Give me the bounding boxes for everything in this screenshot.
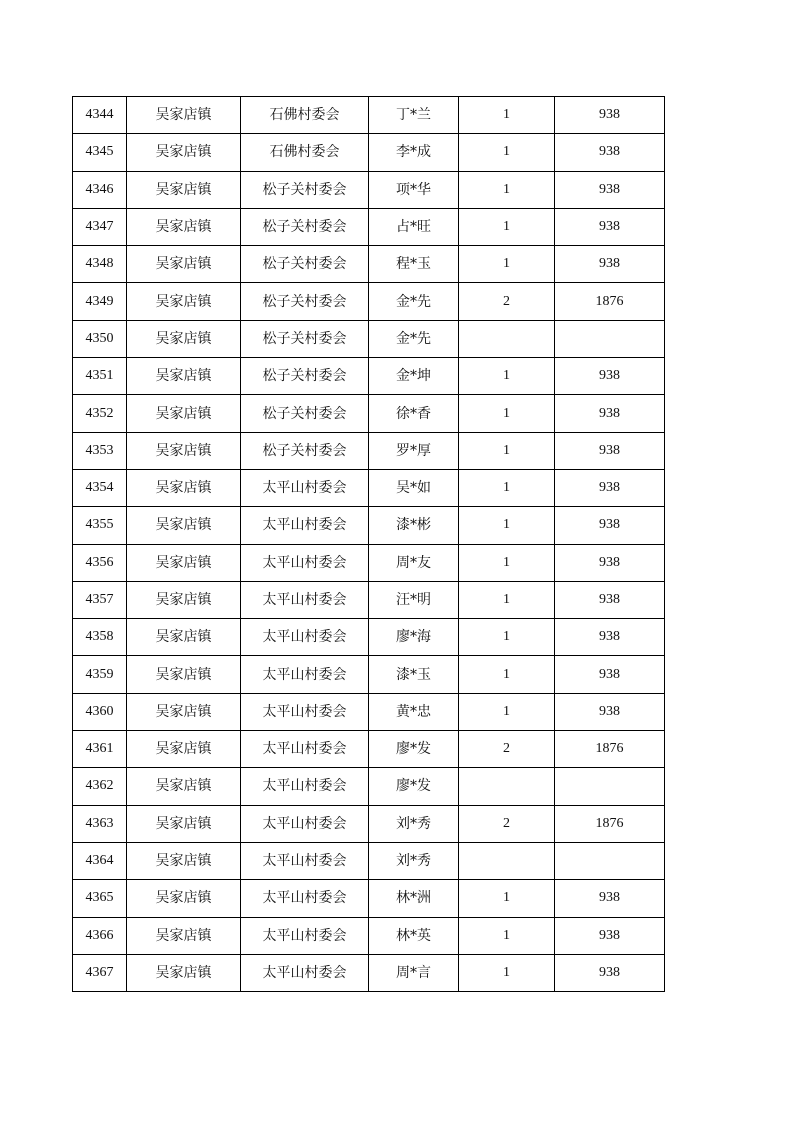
cell-count: 1 bbox=[459, 208, 555, 245]
cell-person-name: 刘*秀 bbox=[369, 805, 459, 842]
table-row bbox=[73, 97, 665, 134]
cell-count: 1 bbox=[459, 246, 555, 283]
cell-person-name: 周*友 bbox=[369, 544, 459, 581]
cell-village: 太平山村委会 bbox=[241, 544, 369, 581]
cell-count: 2 bbox=[459, 283, 555, 320]
cell-count: 1 bbox=[459, 171, 555, 208]
cell-village: 太平山村委会 bbox=[241, 656, 369, 693]
cell-count bbox=[459, 842, 555, 879]
cell-village: 太平山村委会 bbox=[241, 842, 369, 879]
cell-row-number: 4355 bbox=[73, 507, 127, 544]
cell-amount: 938 bbox=[555, 917, 665, 954]
cell-count: 1 bbox=[459, 507, 555, 544]
cell-village: 太平山村委会 bbox=[241, 507, 369, 544]
cell-village: 石佛村委会 bbox=[241, 134, 369, 171]
cell-village: 松子关村委会 bbox=[241, 432, 369, 469]
cell-amount: 938 bbox=[555, 358, 665, 395]
cell-row-number: 4366 bbox=[73, 917, 127, 954]
cell-village: 松子关村委会 bbox=[241, 283, 369, 320]
cell-row-number: 4361 bbox=[73, 731, 127, 768]
cell-town: 吴家店镇 bbox=[127, 507, 241, 544]
cell-count: 2 bbox=[459, 731, 555, 768]
cell-row-number: 4351 bbox=[73, 358, 127, 395]
cell-count: 1 bbox=[459, 656, 555, 693]
cell-village: 太平山村委会 bbox=[241, 805, 369, 842]
cell-count: 1 bbox=[459, 358, 555, 395]
cell-row-number: 4354 bbox=[73, 469, 127, 506]
cell-amount: 938 bbox=[555, 954, 665, 991]
cell-count: 1 bbox=[459, 581, 555, 618]
cell-town: 吴家店镇 bbox=[127, 805, 241, 842]
cell-town: 吴家店镇 bbox=[127, 358, 241, 395]
cell-person-name: 廖*海 bbox=[369, 619, 459, 656]
cell-row-number: 4357 bbox=[73, 581, 127, 618]
cell-amount: 938 bbox=[555, 469, 665, 506]
data-table bbox=[72, 96, 665, 992]
cell-amount bbox=[555, 842, 665, 879]
cell-amount: 1876 bbox=[555, 283, 665, 320]
cell-count: 2 bbox=[459, 805, 555, 842]
cell-count bbox=[459, 768, 555, 805]
cell-town: 吴家店镇 bbox=[127, 581, 241, 618]
cell-town: 吴家店镇 bbox=[127, 619, 241, 656]
cell-person-name: 丁*兰 bbox=[369, 97, 459, 134]
cell-amount: 938 bbox=[555, 693, 665, 730]
table-row bbox=[73, 768, 665, 805]
cell-village: 松子关村委会 bbox=[241, 320, 369, 357]
cell-amount: 938 bbox=[555, 246, 665, 283]
cell-row-number: 4348 bbox=[73, 246, 127, 283]
table-row bbox=[73, 134, 665, 171]
cell-town: 吴家店镇 bbox=[127, 171, 241, 208]
cell-person-name: 廖*发 bbox=[369, 768, 459, 805]
cell-person-name: 罗*厚 bbox=[369, 432, 459, 469]
table-row bbox=[73, 432, 665, 469]
cell-village: 太平山村委会 bbox=[241, 880, 369, 917]
cell-row-number: 4358 bbox=[73, 619, 127, 656]
cell-town: 吴家店镇 bbox=[127, 656, 241, 693]
cell-amount: 938 bbox=[555, 134, 665, 171]
cell-amount: 938 bbox=[555, 656, 665, 693]
cell-person-name: 刘*秀 bbox=[369, 842, 459, 879]
cell-village: 太平山村委会 bbox=[241, 917, 369, 954]
cell-village: 石佛村委会 bbox=[241, 97, 369, 134]
cell-row-number: 4344 bbox=[73, 97, 127, 134]
cell-amount: 938 bbox=[555, 880, 665, 917]
cell-town: 吴家店镇 bbox=[127, 842, 241, 879]
cell-person-name: 周*言 bbox=[369, 954, 459, 991]
cell-amount bbox=[555, 320, 665, 357]
cell-person-name: 李*成 bbox=[369, 134, 459, 171]
table-row bbox=[73, 731, 665, 768]
cell-town: 吴家店镇 bbox=[127, 544, 241, 581]
table-row bbox=[73, 283, 665, 320]
cell-town: 吴家店镇 bbox=[127, 134, 241, 171]
cell-village: 太平山村委会 bbox=[241, 731, 369, 768]
cell-village: 太平山村委会 bbox=[241, 954, 369, 991]
table-row bbox=[73, 544, 665, 581]
cell-amount: 938 bbox=[555, 395, 665, 432]
cell-row-number: 4363 bbox=[73, 805, 127, 842]
cell-row-number: 4362 bbox=[73, 768, 127, 805]
cell-amount: 938 bbox=[555, 208, 665, 245]
cell-amount: 938 bbox=[555, 97, 665, 134]
cell-amount: 938 bbox=[555, 432, 665, 469]
table-row bbox=[73, 581, 665, 618]
cell-amount: 938 bbox=[555, 581, 665, 618]
table-row bbox=[73, 208, 665, 245]
cell-count: 1 bbox=[459, 395, 555, 432]
cell-village: 太平山村委会 bbox=[241, 693, 369, 730]
cell-person-name: 漆*玉 bbox=[369, 656, 459, 693]
cell-count: 1 bbox=[459, 469, 555, 506]
cell-row-number: 4365 bbox=[73, 880, 127, 917]
cell-town: 吴家店镇 bbox=[127, 731, 241, 768]
cell-village: 松子关村委会 bbox=[241, 246, 369, 283]
cell-row-number: 4356 bbox=[73, 544, 127, 581]
cell-person-name: 汪*明 bbox=[369, 581, 459, 618]
table-row bbox=[73, 842, 665, 879]
cell-count: 1 bbox=[459, 917, 555, 954]
table-row bbox=[73, 171, 665, 208]
cell-amount: 938 bbox=[555, 171, 665, 208]
cell-count: 1 bbox=[459, 880, 555, 917]
cell-person-name: 黄*忠 bbox=[369, 693, 459, 730]
cell-row-number: 4364 bbox=[73, 842, 127, 879]
cell-person-name: 金*坤 bbox=[369, 358, 459, 395]
cell-row-number: 4360 bbox=[73, 693, 127, 730]
table-row bbox=[73, 880, 665, 917]
cell-village: 松子关村委会 bbox=[241, 171, 369, 208]
cell-person-name: 廖*发 bbox=[369, 731, 459, 768]
cell-person-name: 项*华 bbox=[369, 171, 459, 208]
cell-count: 1 bbox=[459, 619, 555, 656]
cell-village: 太平山村委会 bbox=[241, 581, 369, 618]
cell-row-number: 4345 bbox=[73, 134, 127, 171]
cell-row-number: 4346 bbox=[73, 171, 127, 208]
cell-village: 松子关村委会 bbox=[241, 208, 369, 245]
cell-amount: 1876 bbox=[555, 731, 665, 768]
cell-town: 吴家店镇 bbox=[127, 283, 241, 320]
cell-town: 吴家店镇 bbox=[127, 395, 241, 432]
cell-town: 吴家店镇 bbox=[127, 768, 241, 805]
table-row bbox=[73, 246, 665, 283]
cell-row-number: 4352 bbox=[73, 395, 127, 432]
cell-town: 吴家店镇 bbox=[127, 246, 241, 283]
cell-village: 太平山村委会 bbox=[241, 469, 369, 506]
cell-row-number: 4353 bbox=[73, 432, 127, 469]
cell-count: 1 bbox=[459, 954, 555, 991]
cell-person-name: 金*先 bbox=[369, 320, 459, 357]
cell-town: 吴家店镇 bbox=[127, 320, 241, 357]
cell-amount: 938 bbox=[555, 507, 665, 544]
table-body bbox=[73, 97, 665, 992]
cell-row-number: 4347 bbox=[73, 208, 127, 245]
cell-count: 1 bbox=[459, 134, 555, 171]
table-row bbox=[73, 395, 665, 432]
table-row bbox=[73, 917, 665, 954]
cell-amount: 1876 bbox=[555, 805, 665, 842]
cell-person-name: 漆*彬 bbox=[369, 507, 459, 544]
cell-count: 1 bbox=[459, 432, 555, 469]
cell-village: 太平山村委会 bbox=[241, 619, 369, 656]
cell-village: 太平山村委会 bbox=[241, 768, 369, 805]
cell-row-number: 4367 bbox=[73, 954, 127, 991]
cell-person-name: 程*玉 bbox=[369, 246, 459, 283]
cell-amount bbox=[555, 768, 665, 805]
table-row bbox=[73, 507, 665, 544]
cell-town: 吴家店镇 bbox=[127, 880, 241, 917]
cell-person-name: 占*旺 bbox=[369, 208, 459, 245]
cell-person-name: 林*英 bbox=[369, 917, 459, 954]
cell-row-number: 4359 bbox=[73, 656, 127, 693]
table-row bbox=[73, 619, 665, 656]
cell-town: 吴家店镇 bbox=[127, 469, 241, 506]
table-row bbox=[73, 320, 665, 357]
cell-village: 松子关村委会 bbox=[241, 358, 369, 395]
table-row bbox=[73, 358, 665, 395]
cell-town: 吴家店镇 bbox=[127, 917, 241, 954]
cell-row-number: 4350 bbox=[73, 320, 127, 357]
cell-person-name: 徐*香 bbox=[369, 395, 459, 432]
cell-count: 1 bbox=[459, 97, 555, 134]
cell-town: 吴家店镇 bbox=[127, 97, 241, 134]
table-row bbox=[73, 693, 665, 730]
cell-village: 松子关村委会 bbox=[241, 395, 369, 432]
cell-person-name: 林*洲 bbox=[369, 880, 459, 917]
cell-town: 吴家店镇 bbox=[127, 432, 241, 469]
table-row bbox=[73, 954, 665, 991]
cell-amount: 938 bbox=[555, 619, 665, 656]
cell-person-name: 吴*如 bbox=[369, 469, 459, 506]
cell-count: 1 bbox=[459, 544, 555, 581]
table-row bbox=[73, 805, 665, 842]
table-row bbox=[73, 656, 665, 693]
table-row bbox=[73, 469, 665, 506]
cell-person-name: 金*先 bbox=[369, 283, 459, 320]
cell-town: 吴家店镇 bbox=[127, 954, 241, 991]
cell-count bbox=[459, 320, 555, 357]
cell-town: 吴家店镇 bbox=[127, 693, 241, 730]
cell-count: 1 bbox=[459, 693, 555, 730]
cell-town: 吴家店镇 bbox=[127, 208, 241, 245]
cell-amount: 938 bbox=[555, 544, 665, 581]
cell-row-number: 4349 bbox=[73, 283, 127, 320]
